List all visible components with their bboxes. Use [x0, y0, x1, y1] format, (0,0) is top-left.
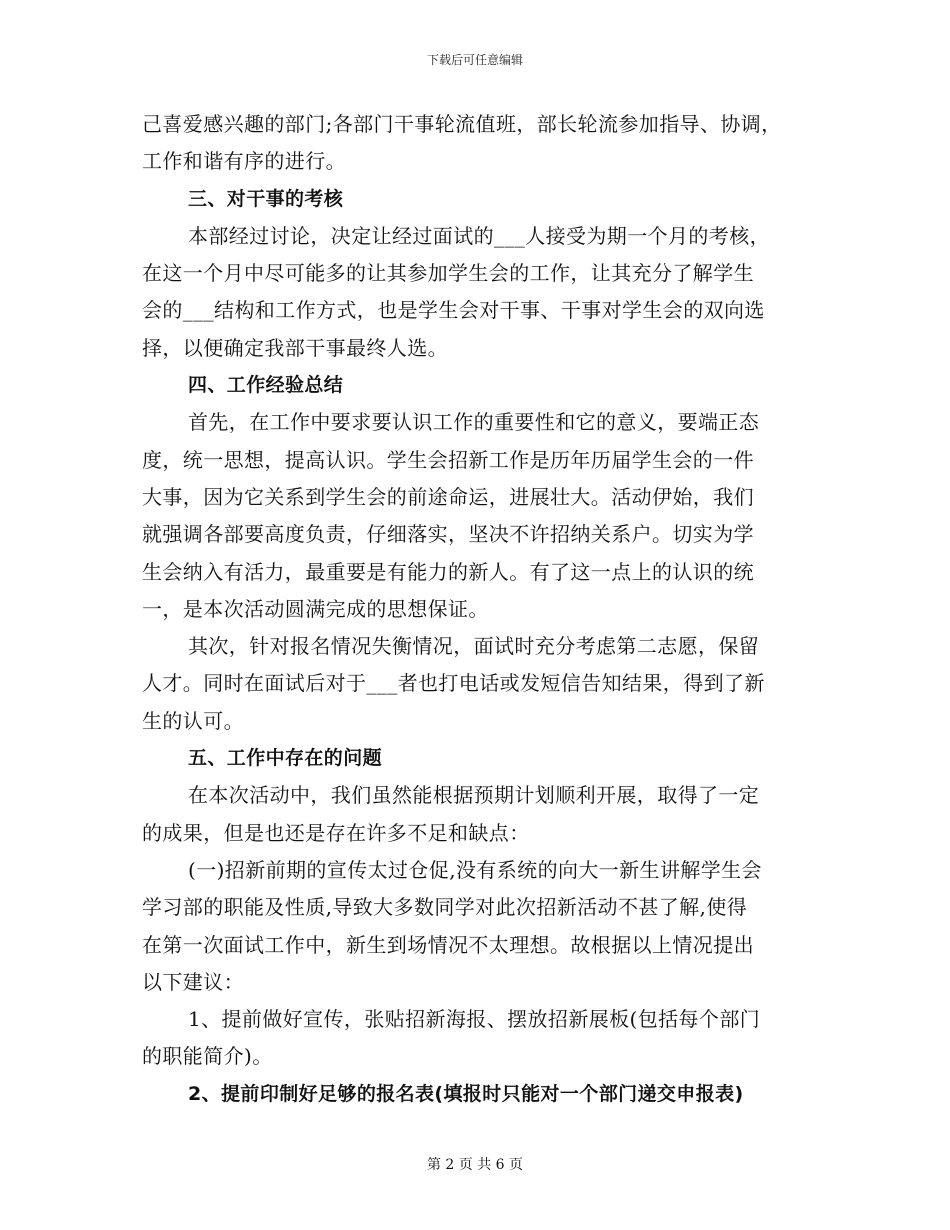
body-line: 本部经过讨论，决定让经过面试的___人接受为期一个月的考核， [188, 223, 770, 248]
bold-recommendation-line: 2、提前印制好足够的报名表(填报时只能对一个部门递交申报表) [188, 1082, 744, 1105]
body-line: 人才。同时在面试后对于___者也打电话或发短信告知结果，得到了新 [142, 671, 765, 696]
body-line: 在这一个月中尽可能多的让其参加学生会的工作，让其充分了解学生 [142, 261, 754, 286]
section-heading: 五、工作中存在的问题 [188, 747, 383, 770]
body-line: (一)招新前期的宣传太过仓促,没有系统的向大一新生讲解学生会 [188, 857, 762, 882]
body-line: 择，以便确定我部干事最终人选。 [142, 335, 448, 360]
body-line: 在本次活动中，我们虽然能根据预期计划顺利开展，取得了一定 [188, 783, 760, 808]
body-line: 1、提前做好宣传，张贴招新海报、摆放招新展板(包括每个部门 [188, 1007, 761, 1032]
body-line: 的成果，但是也还是存在许多不足和缺点： [142, 820, 530, 845]
body-line: 会的___结构和工作方式，也是学生会对干事、干事对学生会的双向选 [142, 298, 765, 323]
page-header: 下载后可任意编辑 [426, 53, 523, 67]
section-heading: 三、对干事的考核 [188, 187, 344, 210]
body-line: 其次，针对报名情况失衡情况，面试时充分考虑第二志愿，保留 [188, 634, 760, 659]
body-line: 在第一次面试工作中，新生到场情况不太理想。故根据以上情况提出 [142, 932, 754, 957]
body-line: 己喜爱感兴趣的部门;各部门干事轮流值班，部长轮流参加指导、协调， [142, 112, 782, 136]
document-body [142, 106, 810, 1113]
body-line: 大事，因为它关系到学生会的前途命运，进展壮大。活动伊始，我们 [142, 484, 754, 509]
section-heading: 四、工作经验总结 [188, 374, 344, 397]
body-line: 就强调各部要高度负责，仔细落实，坚决不许招纳关系户。切实为学 [142, 522, 754, 547]
body-line: 生的认可。 [142, 708, 244, 733]
body-line: 工作和谐有序的进行。 [142, 149, 346, 174]
page-number-footer: 第 2 页 共 6 页 [426, 1157, 524, 1173]
body-line: 的职能简介)。 [142, 1044, 273, 1069]
body-line: 首先，在工作中要求要认识工作的重要性和它的意义，要端正态 [188, 410, 760, 435]
body-line: 学习部的职能及性质,导致大多数同学对此次招新活动不甚了解,使得 [142, 895, 748, 920]
body-line: 生会纳入有活力，最重要是有能力的新人。有了这一点上的认识的统 [142, 559, 754, 584]
body-line: 一，是本次活动圆满完成的思想保证。 [142, 596, 489, 621]
body-line: 度，统一思想，提高认识。学生会招新工作是历年历届学生会的一件 [142, 447, 754, 472]
body-line: 以下建议： [142, 969, 244, 994]
